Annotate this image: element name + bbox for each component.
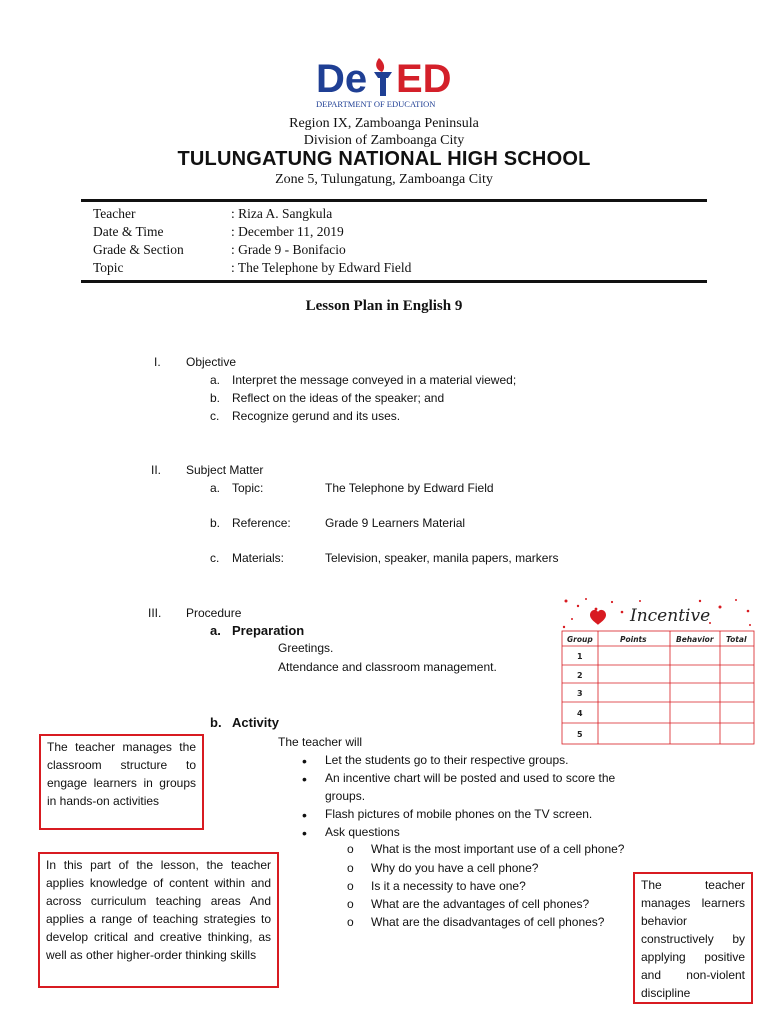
logo-de: De <box>316 57 368 101</box>
lesson-plan-title: Lesson Plan in English 9 <box>305 298 463 314</box>
info-value: : Riza A. Sangkula <box>231 206 333 221</box>
subject-value: Television, speaker, manila papers, markers <box>325 551 559 565</box>
bullet-icon: • <box>302 753 307 769</box>
region-line: Region IX, Zamboanga Peninsula <box>289 116 479 131</box>
incentive-row-label: 5 <box>577 730 583 739</box>
incentive-row-label: 2 <box>577 671 583 680</box>
incentive-row-label: 1 <box>577 652 583 661</box>
item-letter: c. <box>210 551 220 565</box>
info-label: Date & Time <box>93 224 164 239</box>
annotation-text: The teacher manages learners behavior constructively by applying positive and non-violent discipline <box>641 878 745 1000</box>
section-number: II. <box>151 463 162 477</box>
bullet-icon: • <box>302 771 307 787</box>
section-heading-objective: Objective <box>186 355 237 369</box>
annotation-box-behavior <box>633 872 753 1004</box>
incentive-header: Behavior <box>676 635 714 644</box>
question-item: Why do you have a cell phone? <box>371 861 539 875</box>
item-letter: b. <box>210 516 221 530</box>
circle-bullet-icon: o <box>347 915 354 929</box>
section-heading-procedure: Procedure <box>186 606 242 620</box>
annotation-box-knowledge <box>38 852 279 988</box>
question-item: What are the disadvantages of cell phones? <box>371 915 605 929</box>
division-line: Division of Zamboanga City <box>303 133 465 148</box>
header-rule-top <box>81 199 707 202</box>
incentive-header: Points <box>620 635 647 644</box>
annotation-text: The teacher manages the classroom structure to engage learners in groups in hands-on activities <box>47 740 196 808</box>
logo-subtitle: DEPARTMENT OF EDUCATION <box>316 99 436 109</box>
bullet-icon: • <box>302 825 307 841</box>
incentive-chart <box>560 597 756 749</box>
subject-value: The Telephone by Edward Field <box>325 481 494 495</box>
torch-icon <box>374 58 392 96</box>
question-item: Is it a necessity to have one? <box>371 879 526 893</box>
school-address: Zone 5, Tulungatung, Zamboanga City <box>275 172 493 187</box>
logo-ed: ED <box>396 57 452 101</box>
info-value: : The Telephone by Edward Field <box>231 260 412 275</box>
circle-bullet-icon: o <box>347 842 354 856</box>
item-letter: a. <box>210 373 221 387</box>
question-item: What are the advantages of cell phones? <box>371 897 590 911</box>
circle-bullet-icon: o <box>347 861 354 875</box>
incentive-row-label: 3 <box>577 689 583 698</box>
activity-heading: Activity <box>232 715 279 730</box>
info-label: Teacher <box>93 206 136 221</box>
item-letter: b. <box>210 715 222 730</box>
info-label: Grade & Section <box>93 242 184 257</box>
subject-value: Grade 9 Learners Material <box>325 516 466 530</box>
item-letter: a. <box>210 481 221 495</box>
info-label: Topic <box>93 260 124 275</box>
subject-label: Topic: <box>232 481 264 495</box>
objective-item: Interpret the message conveyed in a material viewed; <box>232 373 517 387</box>
item-letter: b. <box>210 391 221 405</box>
header-rule-bottom <box>81 280 707 283</box>
activity-bullet-cont: groups. <box>325 789 366 803</box>
section-number: III. <box>148 606 162 620</box>
bullet-icon: • <box>302 807 307 823</box>
preparation-line: Attendance and classroom management. <box>278 660 497 674</box>
activity-intro: The teacher will <box>278 735 363 749</box>
activity-bullet: Flash pictures of mobile phones on the TV screen. <box>325 807 593 821</box>
incentive-row-label: 4 <box>577 709 583 718</box>
incentive-header: Total <box>726 635 747 644</box>
question-item: What is the most important use of a cell phone? <box>371 842 625 856</box>
annotation-box-classroom <box>39 734 204 830</box>
section-heading-subject: Subject Matter <box>186 463 264 477</box>
info-value: : Grade 9 - Bonifacio <box>231 242 346 257</box>
preparation-line: Greetings. <box>278 641 334 655</box>
activity-bullet: An incentive chart will be posted and used to score the <box>325 771 616 785</box>
subject-label: Reference: <box>232 516 291 530</box>
school-name: TULUNGATUNG NATIONAL HIGH SCHOOL <box>177 148 591 170</box>
subject-label: Materials: <box>232 551 285 565</box>
heart-icon <box>590 610 606 625</box>
activity-bullet: Let the students go to their respective groups. <box>325 753 569 767</box>
incentive-header: Group <box>567 635 593 644</box>
preparation-heading: Preparation <box>232 623 305 638</box>
objective-item: Reflect on the ideas of the speaker; and <box>232 391 445 405</box>
incentive-grid <box>562 631 754 744</box>
section-number: I. <box>154 355 161 369</box>
activity-bullet: Ask questions <box>325 825 400 839</box>
circle-bullet-icon: o <box>347 879 354 893</box>
incentive-title: Incentive <box>630 606 711 626</box>
annotation-text: In this part of the lesson, the teacher applies knowledge of content within and across curriculum teaching areas And applies a range of teaching strategies to develop critical and creative thinking, as well as other higher-order thinking skills <box>46 858 271 962</box>
objective-item: Recognize gerund and its uses. <box>232 409 401 423</box>
info-value: : December 11, 2019 <box>231 224 344 239</box>
item-letter: c. <box>210 409 220 423</box>
circle-bullet-icon: o <box>347 897 354 911</box>
deped-logo <box>316 52 476 110</box>
item-letter: a. <box>210 623 221 638</box>
